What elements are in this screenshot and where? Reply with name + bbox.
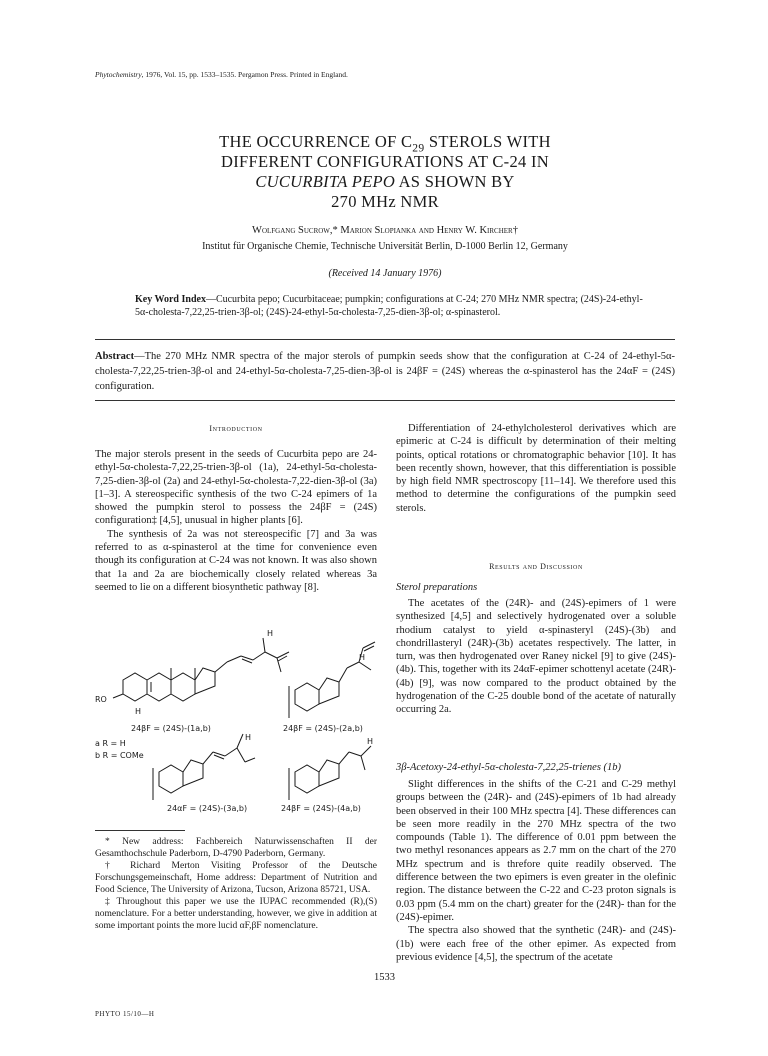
results-heading: Results and Discussion	[489, 562, 583, 571]
h-label-3: H	[359, 653, 366, 662]
structure-label-2: 24βF = (24S)-(2a,b)	[283, 724, 363, 733]
abstract-label: Abstract	[95, 351, 135, 362]
sterol-preparations-heading: Sterol preparations	[396, 582, 478, 593]
title-line-2: DIFFERENT CONFIGURATIONS AT C-24 IN	[220, 152, 549, 171]
footnote-3: ‡ Throughout this paper we use the IUPAC recommended (R),(S) nomenclature. For a better understanding, however, we give in addition at some important points the more lucid αF,βF nomenclature.	[95, 897, 377, 931]
journal-header	[95, 70, 348, 79]
structure-label-1: 24βF = (24S)-(1a,b)	[131, 724, 211, 733]
journal-name: Phytochemistry	[95, 70, 142, 79]
authors: Wolfgang Sucrow,* Marion Slopianka and Henry W. Kircher†	[252, 225, 518, 236]
title-line-1-end: STEROLS WITH	[424, 132, 551, 151]
structure-label-3: 24αF = (24S)-(3a,b)	[167, 804, 248, 813]
structure-label-4: 24βF = (24S)-(4a,b)	[281, 804, 361, 813]
intro-paragraph-2: The synthesis of 2a was not stereospecific [7] and 3a was referred to as α-spinasterol at the time for convenience even though its configuration at C-24 was not known. It was also shown that 1a and 2a are biochemically closely related whereas 3a seemed to lie on a different biosynthetic pathway [8].	[95, 528, 377, 593]
legend-b: b R = COMe	[95, 751, 144, 760]
page-number: 1533	[374, 972, 395, 983]
footer-code: PHYTO 15/10—H	[95, 1010, 155, 1018]
structure-3	[153, 734, 255, 800]
abstract	[95, 349, 675, 394]
footnote-rule	[95, 830, 185, 831]
journal-citation: , 1976, Vol. 15, pp. 1533–1535. Pergamon Press. Printed in England.	[141, 70, 348, 79]
keyword-label: Key Word Index	[135, 294, 206, 305]
right-column-middle	[396, 597, 676, 717]
rule-top	[95, 339, 675, 340]
title-line-4: 270 MHz NMR	[331, 192, 439, 211]
paper-title	[150, 132, 620, 212]
h-label-1: H	[135, 707, 142, 716]
affiliation: Institut für Organische Chemie, Technische Universität Berlin, D-1000 Berlin 12, Germany	[202, 241, 568, 252]
structure-figure	[95, 622, 385, 832]
right-paragraph-3: Slight differences in the shifts of the C-21 and C-29 methyl groups between the (24R)- and (24S)-epimers of 1b had already been observed in their 100 MHz spectra [4]. These differences can be seen more readily in the 270 MHz spectra of the two compounds (Table 1). The difference of 0.01 ppm between the two methyl resonances appears as 2.7 mm on the chart of the 270 MHz spectrum and is threfore quite readily observed. The difference between the two epimers is even greater in the olefinic region. The distance between the C-22 and C-23 proton signals is 0.03 ppm (5.4 mm on the chart) greater for the (24R)- than for the (24S)-epimer.	[396, 779, 676, 923]
structure-4	[289, 746, 371, 800]
right-paragraph-1: Differentiation of 24-ethylcholesterol derivatives which are epimeric at C-24 is difficult by determination of their melting points, optical rotations or chromatographic behavior [10]. It has been recently shown, however, that this differentiation is possible by high field NMR spectroscopy [11–14]. We therefore used this method to determine the configurations of the pumpkin seed sterols.	[396, 423, 676, 514]
right-paragraph-2: The acetates of the (24R)- and (24S)-epimers of 1 were synthesized [4,5] and selectively hydrogenated over a soluble rhodium catalyst to yield α-spinasteryl (24S)-(3b) and chondrillasteryl (24R)-(3b) acetates respectively. The latter, in turn, was then hydrogenated over Raney nickel [9] to give (24S)-(4b). This, together with its 24αF-epimer schottenyl acetate (24R)-(4b) [9], was now compared to the product obtained by the hydrogenation of the C-25 double bond of the acetate of naturally occurring 2a.	[396, 598, 676, 716]
keyword-text: —Cucurbita pepo; Cucurbitaceae; pumpkin; configurations at C-24; 270 MHz NMR spectra; (24S)-24-ethyl-5α-cholesta-7,22,25-trien-3β-ol; (24S)-24-ethyl-5α-cholesta-7,25-dien-3β-ol; α-spinasterol.	[135, 294, 643, 318]
h-label-4: H	[245, 733, 252, 742]
title-line-1: THE OCCURRENCE OF C	[219, 132, 413, 151]
abstract-text: —The 270 MHz NMR spectra of the major sterols of pumpkin seeds show that the configuration at C-24 of 24-ethyl-5α-cholesta-7,22,25-trien-3β-ol and 24-ethyl-5α-cholesta-7,25-dien-3β-ol is 24βF = (24S) whereas the α-spinasterol has the 24αF = (24S) configuration.	[95, 351, 675, 392]
introduction-body	[95, 448, 377, 594]
received-date: (Received 14 January 1976)	[328, 268, 442, 279]
footnotes	[95, 836, 377, 932]
title-line-3-end: AS SHOWN BY	[395, 172, 515, 191]
structure-1	[113, 638, 289, 701]
footnote-2: † Richard Merton Visiting Professor of the Deutsche Forschungsgemeinschaft, Home address: Department of Nutrition and Food Science, The University of Arizona, Tucson, Arizona 85721, USA.	[95, 861, 377, 895]
h-label-5: H	[367, 737, 374, 746]
intro-paragraph-1: The major sterols present in the seeds of Cucurbita pepo are 24-ethyl-5α-cholesta-7,22,25-trien-3β-ol (1a), 24-ethyl-5α-cholesta-7,25-dien-3β-ol (2a) and 24-ethyl-5α-cholesta-7,22-dien-3β-ol (3a) [1–3]. A stereospecific synthesis of the two C-24 epimers of 1a showed the pumpkin sterol to possess the 24βF = (24S) configuration‡ [4,5], unusual in higher plants [6].	[95, 449, 377, 527]
right-column-bottom	[396, 778, 676, 964]
title-subscript: 29	[412, 142, 425, 155]
introduction-heading: Introduction	[209, 424, 263, 433]
rule-bottom	[95, 400, 675, 401]
keyword-index	[135, 293, 655, 319]
right-paragraph-4: The spectra also showed that the synthetic (24R)- and (24S)-(1b) were each free of the other epimer. As expected from previous evidence [4,5], the spectrum of the acetate	[396, 925, 676, 963]
ro-label: RO	[95, 695, 107, 704]
title-line-3-italic: CUCURBITA PEPO	[255, 172, 396, 191]
footnote-1: * New address: Fachbereich Naturwissenschaften II der Gesamthochschule Paderborn, D-4790 Paderborn, Germany.	[95, 837, 377, 859]
legend-a: a R = H	[95, 739, 126, 748]
trienes-heading: 3β-Acetoxy-24-ethyl-5α-cholesta-7,22,25-trienes (1b)	[396, 762, 622, 773]
h-label-2: H	[267, 629, 274, 638]
right-column-top	[396, 422, 676, 515]
